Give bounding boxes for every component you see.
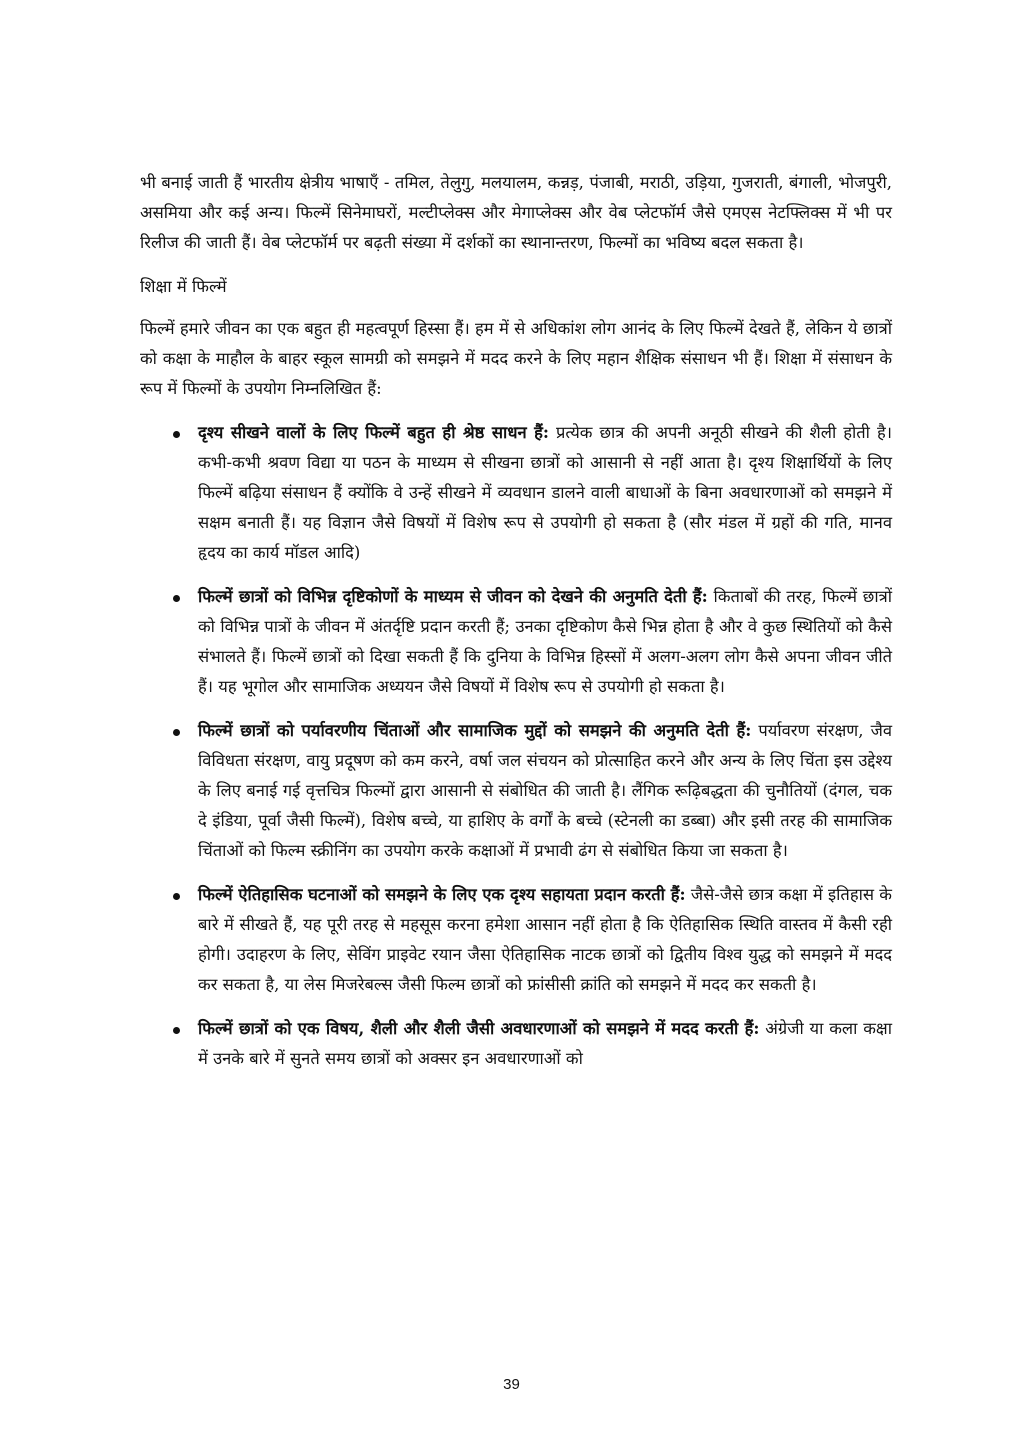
list-item-title: दृश्य सीखने वालों के लिए फिल्में बहुत ही श्रेष्ठ साधन हैं: [198, 423, 550, 442]
list-item [140, 716, 892, 866]
page-number: 39 [503, 1376, 520, 1393]
bullet-icon [173, 729, 180, 736]
list-item-title: फिल्में छात्रों को विभिन्न दृष्टिकोणों के माध्यम से जीवन को देखने की अनुमति देती हैं: [198, 587, 708, 606]
list-item-text: अंग्रेजी या कला कक्षा में उनके बारे में सुनते समय छात्रों को अक्सर इन अवधारणाओं को [198, 1019, 892, 1068]
list-item-title: फिल्में ऐतिहासिक घटनाओं को समझने के लिए एक दृश्य सहायता प्रदान करती हैं: [198, 885, 686, 904]
list-item-title: फिल्में छात्रों को एक विषय, शैली और शैली जैसी अवधारणाओं को समझने में मदद करती हैं: [198, 1019, 760, 1038]
intro-paragraph: भी बनाई जाती हैं भारतीय क्षेत्रीय भाषाएँ - तमिल, तेलुगु, मलयालम, कन्नड़, पंजाबी, मराठी, उड़िया, गुजराती, बंगाली, भोजपुरी, असमिया और कई अन्य। फिल्में सिनेमाघरों, मल्टीप्लेक्स और मेगाप्लेक्स और वेब प्लेटफॉर्म जैसे एमएस नेटफ्लिक्स में भी पर रिलीज की जाती हैं। वेब प्लेटफॉर्म पर बढ़ती संख्या में दर्शकों का स्थानान्तरण, फिल्मों का भविष्य बदल सकता है। [140, 173, 892, 252]
list-item [140, 582, 892, 702]
list-item [140, 880, 892, 1000]
section-heading: शिक्षा में फिल्में [140, 277, 227, 296]
list-item-text: जैसे-जैसे छात्र कक्षा में इतिहास के बारे में सीखते हैं, यह पूरी तरह से महसूस करना हमेशा आसान नहीं होता है कि ऐतिहासिक स्थिति वास्तव में कैसी रही होगी। उदाहरण के लिए, सेविंग प्राइवेट रयान जैसा ऐतिहासिक नाटक छात्रों को द्वितीय विश्व युद्ध को समझने में मदद कर सकता है, या लेस मिजरेबल्स जैसी फिल्म छात्रों को फ्रांसीसी क्रांति को समझने में मदद कर सकती है। [198, 885, 892, 994]
bullet-icon [173, 431, 180, 438]
list-item [140, 1014, 892, 1074]
list-item-title: फिल्में छात्रों को पर्यावरणीय चिंताओं और सामाजिक मुद्दों को समझने की अनुमति देती हैं: [198, 721, 752, 740]
page-content [140, 168, 892, 1088]
section-paragraph: फिल्में हमारे जीवन का एक बहुत ही महत्वपूर्ण हिस्सा हैं। हम में से अधिकांश लोग आनंद के लिए फिल्में देखते हैं, लेकिन ये छात्रों को कक्षा के माहौल के बाहर स्कूल सामग्री को समझने में मदद करने के लिए महान शैक्षिक संसाधन भी हैं। शिक्षा में संसाधन के रूप में फिल्मों के उपयोग निम्नलिखित हैं: [140, 319, 892, 398]
bullet-icon [173, 893, 180, 900]
bullet-icon [173, 1027, 180, 1034]
list-item-text: किताबों की तरह, फिल्में छात्रों को विभिन्न पात्रों के जीवन में अंतर्दृष्टि प्रदान करती हैं; उनका दृष्टिकोण कैसे भिन्न होता है और वे कुछ स्थितियों को कैसे संभालते हैं। फिल्में छात्रों को दिखा सकती हैं कि दुनिया के विभिन्न हिस्सों में अलग-अलग लोग कैसे अपना जीवन जीते हैं। यह भूगोल और सामाजिक अध्ययन जैसे विषयों में विशेष रूप से उपयोगी हो सकता है। [198, 587, 892, 696]
bullet-list [140, 418, 892, 1074]
list-item-text: प्रत्येक छात्र की अपनी अनूठी सीखने की शैली होती है। कभी-कभी श्रवण विद्या या पठन के माध्यम से सीखना छात्रों को आसानी से नहीं आता है। दृश्य शिक्षार्थियों के लिए फिल्में बढ़िया संसाधन हैं क्योंकि वे उन्हें सीखने में व्यवधान डालने वाली बाधाओं के बिना अवधारणाओं को समझने में सक्षम बनाती हैं। यह विज्ञान जैसे विषयों में विशेष रूप से उपयोगी हो सकता है (सौर मंडल में ग्रहों की गति, मानव हृदय का कार्य मॉडल आदि) [198, 423, 892, 562]
list-item-text: पर्यावरण संरक्षण, जैव विविधता संरक्षण, वायु प्रदूषण को कम करने, वर्षा जल संचयन को प्रोत्साहित करने और अन्य के लिए चिंता इस उद्देश्य के लिए बनाई गई वृत्तचित्र फिल्मों द्वारा आसानी से संबोधित की जाती है। लैंगिक रूढ़िबद्धता की चुनौतियों (दंगल, चक दे इंडिया, पूर्वा जैसी फिल्में), विशेष बच्चे, या हाशिए के वर्गों के बच्चे (स्टेनली का डब्बा) और इसी तरह की सामाजिक चिंताओं को फिल्म स्क्रीनिंग का उपयोग करके कक्षाओं में प्रभावी ढंग से संबोधित किया जा सकता है। [198, 721, 892, 860]
bullet-icon [173, 595, 180, 602]
list-item [140, 418, 892, 568]
